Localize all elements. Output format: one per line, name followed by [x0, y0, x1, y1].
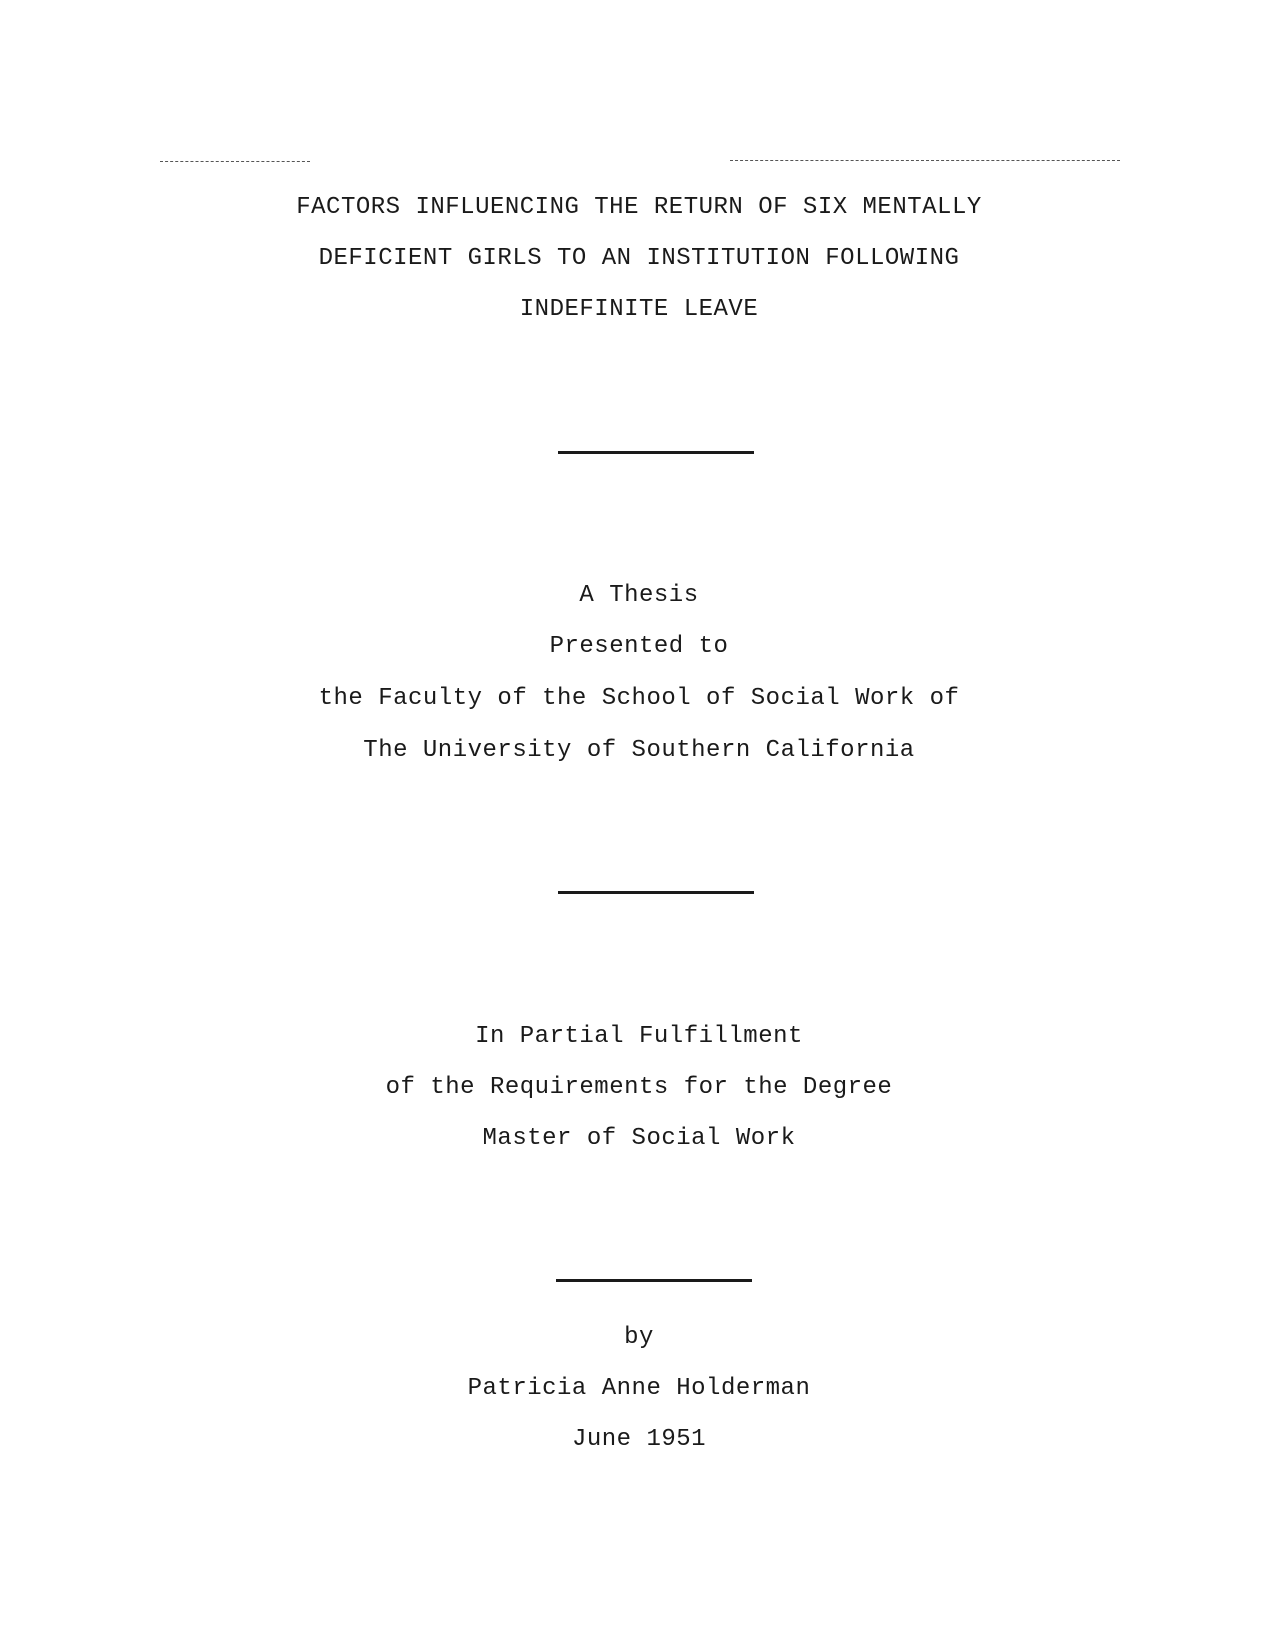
author-name: Patricia Anne Holderman	[467, 1375, 811, 1402]
scan-mark-left	[160, 161, 310, 163]
divider-rule-2	[558, 891, 754, 894]
scan-mark-right	[730, 160, 1120, 162]
thesis-title-line-1: FACTORS INFLUENCING THE RETURN OF SIX MENTALLY	[296, 194, 982, 221]
divider-rule-1	[558, 451, 754, 454]
degree-line: Master of Social Work	[482, 1125, 796, 1152]
divider-rule-3	[556, 1279, 752, 1282]
university-line: The University of Southern California	[363, 737, 915, 764]
presented-to: Presented to	[549, 633, 729, 660]
thesis-date: June 1951	[571, 1426, 707, 1453]
thesis-title-line-3: INDEFINITE LEAVE	[519, 296, 759, 323]
fulfillment-line-1: In Partial Fulfillment	[475, 1023, 803, 1050]
thesis-title-line-2: DEFICIENT GIRLS TO AN INSTITUTION FOLLOWING	[318, 245, 960, 272]
faculty-line: the Faculty of the School of Social Work of	[318, 685, 960, 712]
fulfillment-line-2: of the Requirements for the Degree	[385, 1074, 893, 1101]
by-label: by	[624, 1324, 654, 1351]
thesis-label: A Thesis	[579, 582, 699, 609]
